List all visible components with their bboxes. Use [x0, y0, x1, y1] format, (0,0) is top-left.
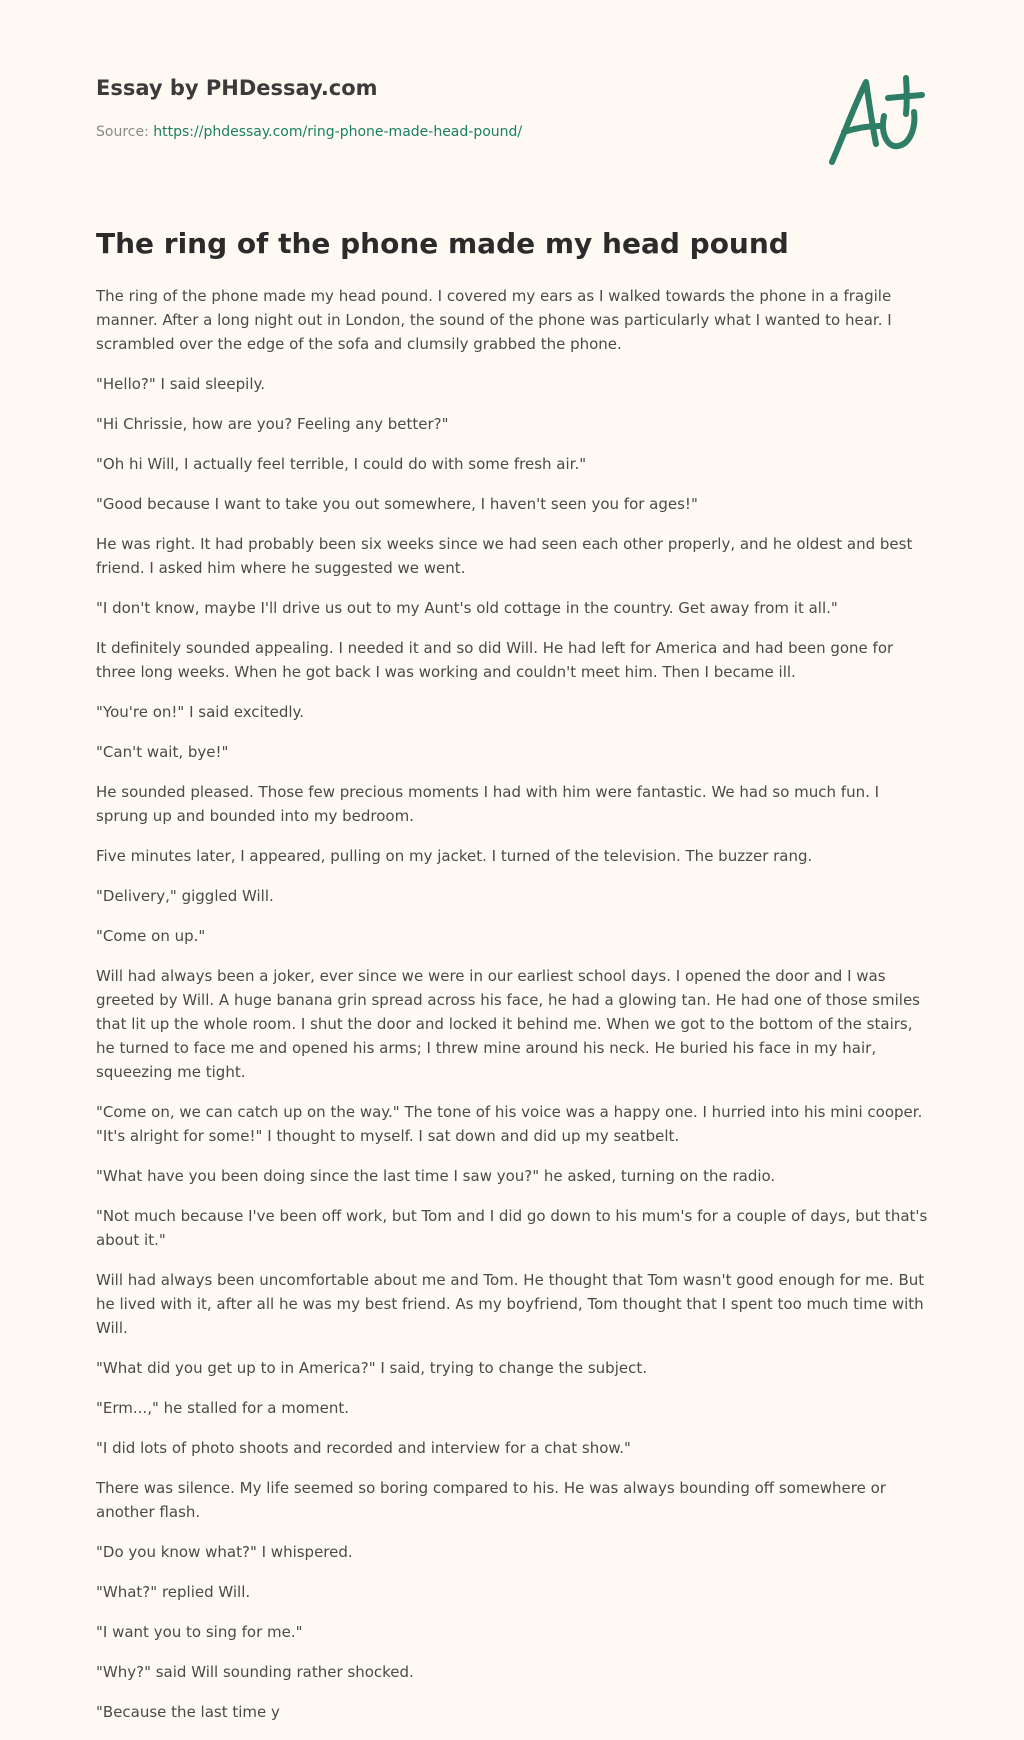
essay-body [96, 284, 928, 1740]
essay-title: The ring of the phone made my head pound [96, 227, 789, 260]
essay-paragraph: "Because the last time y [96, 1703, 280, 1721]
essay-paragraph: The ring of the phone made my head pound. I covered my ears as I walked towards the phone in a fragile manner. After a long night out in London, the sound of the phone was particularly what I wanted to hear. I scrambled over the edge of the sofa and clumsily grabbed the phone. [96, 287, 892, 353]
essay-paragraph: "Erm...," he stalled for a moment. [96, 1399, 350, 1417]
essay-paragraph: "I don't know, maybe I'll drive us out to my Aunt's old cottage in the country. Get away from it all." [96, 599, 838, 617]
essay-paragraph: "Oh hi Will, I actually feel terrible, I could do with some fresh air." [96, 455, 587, 473]
essay-paragraph: "I did lots of photo shoots and recorded and interview for a chat show." [96, 1439, 631, 1457]
essay-paragraph: "Come on, we can catch up on the way." The tone of his voice was a happy one. I hurried into his mini cooper. "It's alright for some!" I thought to myself. I sat down and did up my seatbelt. [96, 1103, 923, 1145]
source-line [96, 124, 522, 140]
essay-paragraph: Five minutes later, I appeared, pulling on my jacket. I turned of the television. The buzzer rang. [96, 847, 813, 865]
essay-paragraph: It definitely sounded appealing. I needed it and so did Will. He had left for America and had been gone for three long weeks. When he got back I was working and couldn't meet him. Then I became ill. [96, 639, 894, 681]
essay-paragraph: "Hi Chrissie, how are you? Feeling any better?" [96, 415, 449, 433]
essay-page [96, 0, 928, 1721]
brand-title: Essay by PHDessay.com [96, 76, 378, 100]
essay-paragraph: "Why?" said Will sounding rather shocked. [96, 1663, 414, 1681]
essay-paragraph: "Not much because I've been off work, but Tom and I did go down to his mum's for a couple of days, but that's about it." [96, 1207, 928, 1249]
essay-paragraph: "Delivery," giggled Will. [96, 887, 274, 905]
essay-paragraph: "What did you get up to in America?" I said, trying to change the subject. [96, 1359, 647, 1377]
essay-paragraph: Will had always been uncomfortable about me and Tom. He thought that Tom wasn't good enough for me. But he lived with it, after all he was my best friend. As my boyfriend, Tom thought that I spent too much time with Will. [96, 1271, 925, 1337]
essay-paragraph: There was silence. My life seemed so boring compared to his. He was always bounding off somewhere or another flash. [96, 1479, 886, 1521]
page-header [96, 0, 928, 200]
source-label: Source: [96, 124, 149, 140]
essay-paragraph: "Can't wait, bye!" [96, 743, 229, 761]
essay-paragraph: "Good because I want to take you out somewhere, I haven't seen you for ages!" [96, 495, 698, 513]
essay-paragraph: "I want you to sing for me." [96, 1623, 303, 1641]
a-plus-logo-icon [822, 72, 932, 168]
essay-paragraph: "What have you been doing since the last time I saw you?" he asked, turning on the radio. [96, 1167, 776, 1185]
essay-paragraph: He was right. It had probably been six weeks since we had seen each other properly, and he oldest and best friend. I asked him where he suggested we went. [96, 535, 913, 577]
essay-paragraph: "What?" replied Will. [96, 1583, 251, 1601]
essay-paragraph: Will had always been a joker, ever since we were in our earliest school days. I opened the door and I was greeted by Will. A huge banana grin spread across his face, he had a glowing tan. He had one of those smiles that lit up the whole room. I shut the door and locked it behind me. When we got to the bottom of the stairs, he turned to face me and opened his arms; I threw mine around his neck. He buried his face in my hair, squeezing me tight. [96, 967, 920, 1081]
essay-paragraph: He sounded pleased. Those few precious moments I had with him were fantastic. We had so much fun. I sprung up and bounded into my bedroom. [96, 783, 880, 825]
essay-paragraph: "Come on up." [96, 927, 206, 945]
source-link[interactable]: https://phdessay.com/ring-phone-made-head-pound/ [153, 124, 523, 140]
essay-paragraph: "Do you know what?" I whispered. [96, 1543, 353, 1561]
essay-paragraph: "You're on!" I said excitedly. [96, 703, 305, 721]
essay-paragraph: "Hello?" I said sleepily. [96, 375, 266, 393]
